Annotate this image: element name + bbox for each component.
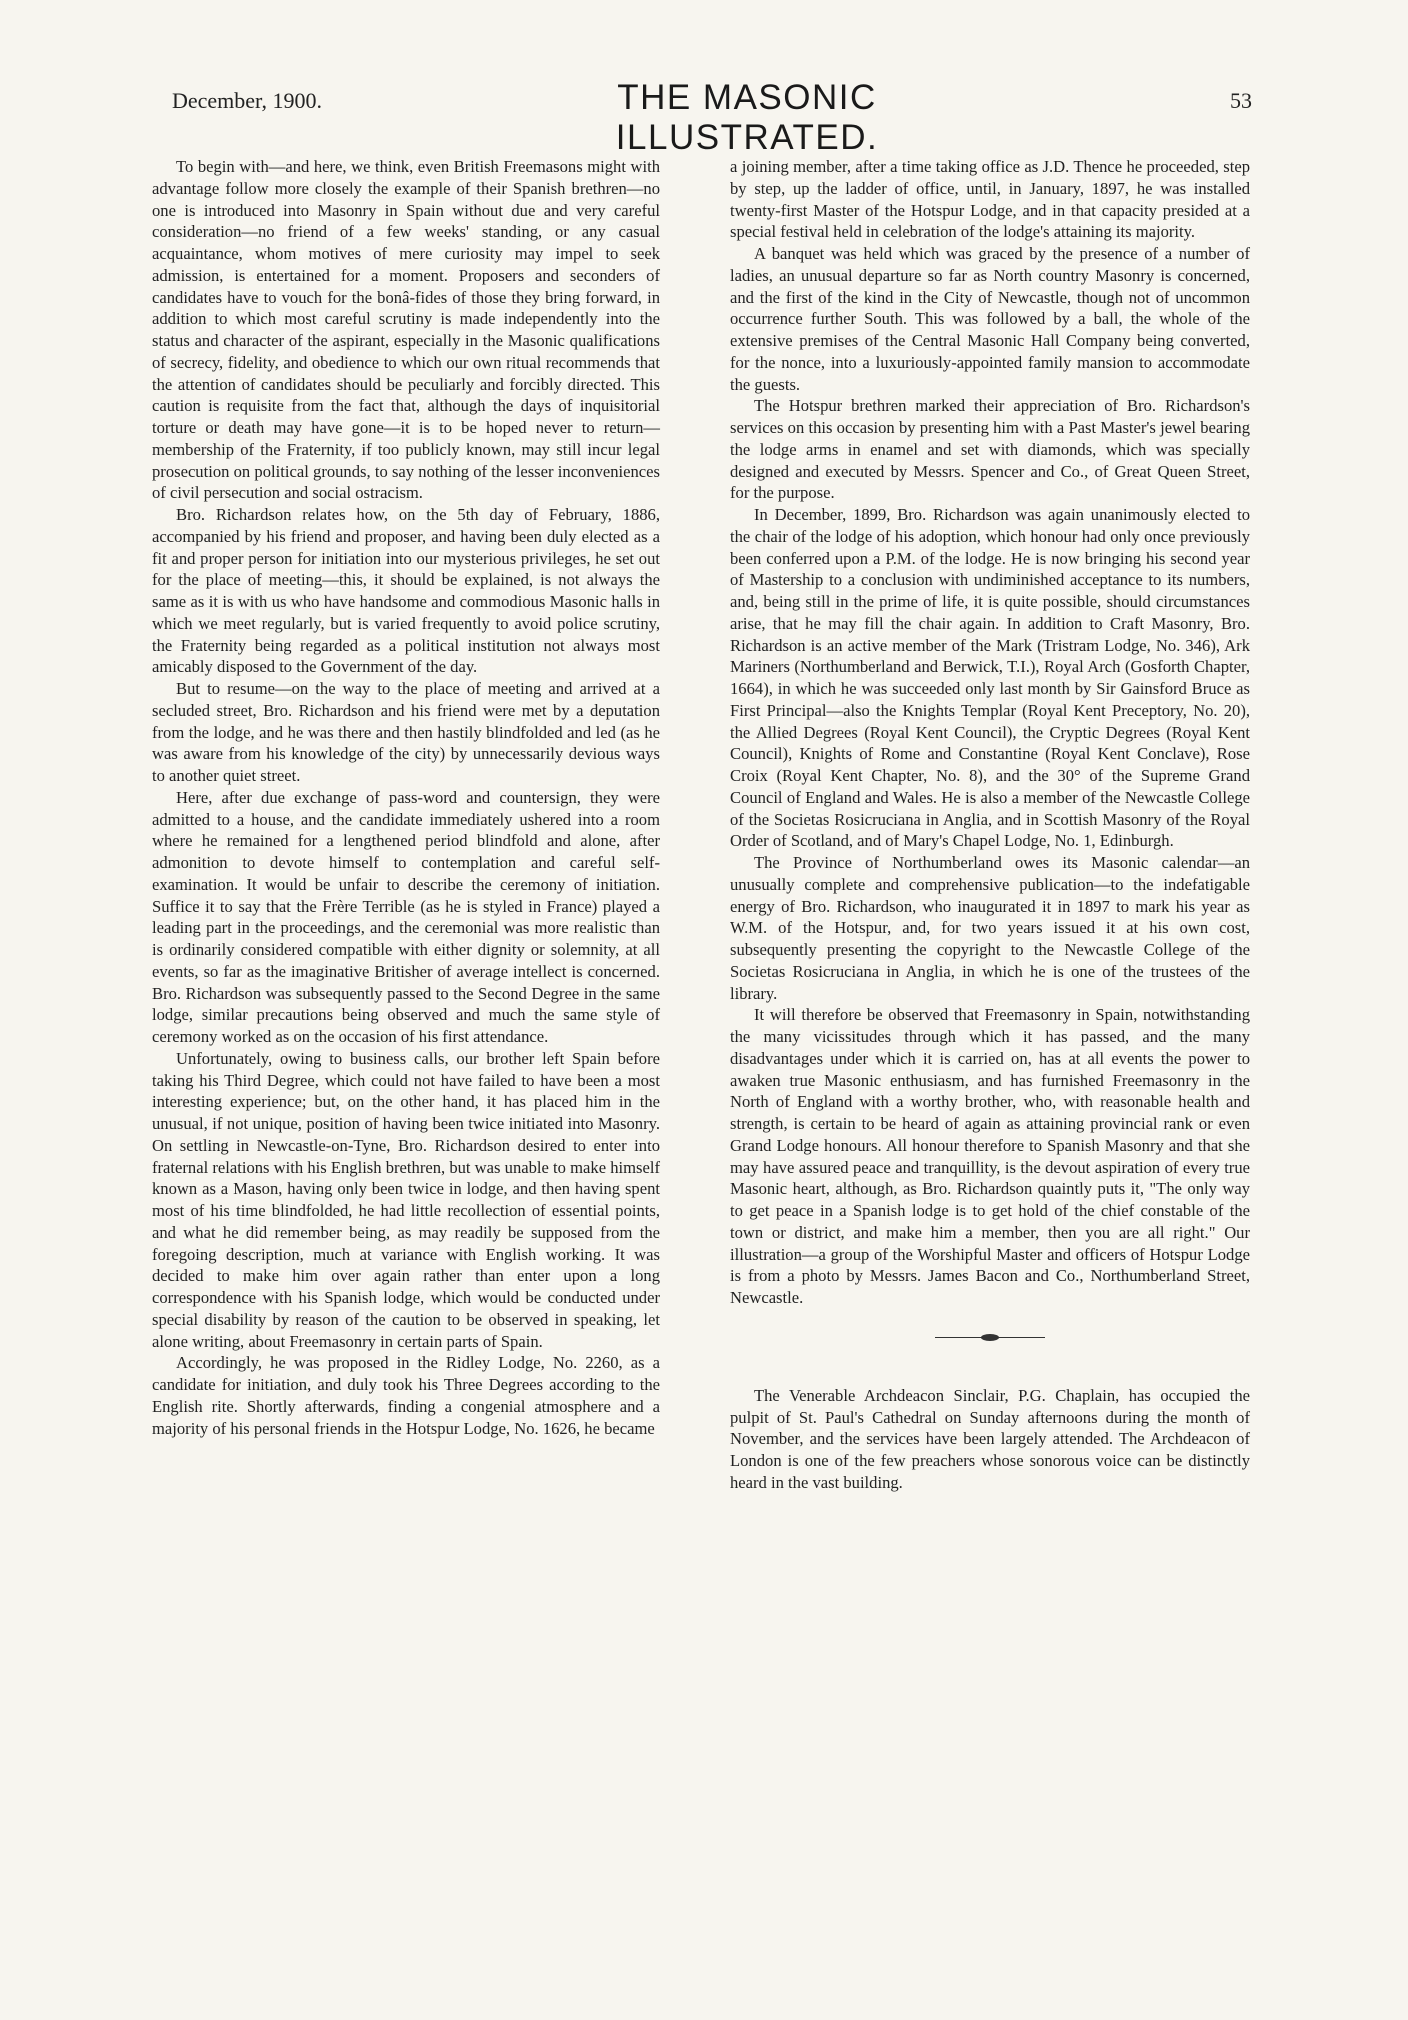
paragraph: The Province of Northumberland owes its Masonic calendar—an unusually complete and comprehensive publication—to the indefatigable energy of Bro. Richardson, who inaugurated it in 1897 to mark his year as W.M. of the Hotspur, and, for two years issued it at his own cost, subsequently presenting the copyright to the Newcastle College of the Societas Rosicruciana in Anglia, in which he is one of the trustees of the library. — [730, 853, 1250, 1003]
masthead — [172, 78, 1252, 157]
left-column — [152, 156, 660, 1439]
paragraph: To begin with—and here, we think, even British Freemasons might with advantage follow more closely the example of their Spanish brethren—no one is introduced into Masonry in Spain without due and very careful consideration—no friend of a few weeks' standing, or any casual acquaintance, whom motives of mere curiosity may impel to seek admission, is entertained for a moment. Proposers and seconders of candidates have to vouch for the bonâ-fides of those they bring forward, in addition to which most careful scrutiny is made independently into the status and character of the aspirant, especially in the Masonic qualifications of secrecy, fidelity, and obedience to which our own ritual recommends that the attention of candidates should be peculiarly and forcibly directed. This caution is requisite from the fact that, although the days of inquisitorial torture or death may have gone—it is to be hoped never to return—membership of the Fraternity, if too publicly known, may still incur legal prosecution on political grounds, to say nothing of the lesser inconveniences of civil persecution and social ostracism. — [152, 157, 660, 503]
right-column — [730, 156, 1250, 1494]
paragraph: The Hotspur brethren marked their appreciation of Bro. Richardson's services on this occasion by presenting him with a Past Master's jewel bearing the lodge arms in enamel and set with diamonds, which was specially designed and executed by Messrs. Spencer and Co., of Great Queen Street, for the purpose. — [730, 396, 1250, 503]
publication-title: THE MASONIC ILLUSTRATED. — [615, 78, 879, 157]
news-note: The Venerable Archdeacon Sinclair, P.G. Chaplain, has occupied the pulpit of St. Paul's Cathedral on Sunday afternoons during the month of November, and the services have been largely attended. The Archdeacon of London is one of the few preachers whose sonorous voice can be distinctly heard in the vast building. — [730, 1385, 1250, 1492]
paragraph: It will therefore be observed that Freemasonry in Spain, notwithstanding the many vicissitudes through which it has passed, and the many disadvantages under which it is carried on, has at all events the power to awaken true Masonic enthusiasm, and has furnished Freemasonry in the North of England with a worthy brother, who, with reasonable health and strength, is certain to be heard of again as attaining provincial rank or even Grand Lodge honours. All honour therefore to Spanish Masonry and that she may have assured peace and tranquillity, is the devout aspiration of every true Masonic heart, although, as Bro. Richardson quaintly puts it, "The only way to get peace in a Spanish lodge is to get hold of the chief constable of the town or district, and make him a member, then you are all right." Our illustration—a group of the Worshipful Master and officers of Hotspur Lodge is from a photo by Messrs. James Bacon and Co., Northumberland Street, Newcastle. — [730, 1005, 1250, 1307]
paragraph: Unfortunately, owing to business calls, our brother left Spain before taking his Third Degree, which could not have failed to have been a most interesting experience; but, on the other hand, it has placed him in the unusual, if not unique, position of having been twice initiated into Masonry. On settling in Newcastle-on-Tyne, Bro. Richardson desired to enter into fraternal relations with his English brethren, but was unable to make himself known as a Mason, having only been twice in lodge, and then having spent most of his time blindfolded, he had little recollection of essential points, and what he did remember being, as may readily be supposed from the foregoing description, much at variance with English working. It was decided to make him over again rather than enter upon a long correspondence with his Spanish lodge, which would be conducted under special disability by reason of the caution to be observed in speaking, let alone writing, about Freemasonry in certain parts of Spain. — [152, 1048, 660, 1351]
paragraph: a joining member, after a time taking office as J.D. Thence he proceeded, step by step, up the ladder of office, until, in January, 1897, he was installed twenty-first Master of the Hotspur Lodge, and in that capacity presided at a special festival held in celebration of the lodge's attaining its majority. — [730, 157, 1250, 242]
paragraph: A banquet was held which was graced by the presence of a number of ladies, an unusual departure so far as North country Masonry is concerned, and the first of the kind in the City of Newcastle, though not of uncommon occurrence further South. This was followed by a ball, the whole of the extensive premises of the Central Masonic Hall Company being converted, for the nonce, into a luxuriously-appointed family mansion to accommodate the guests. — [730, 244, 1250, 394]
page-number: 53 — [1230, 88, 1252, 113]
paragraph: Bro. Richardson relates how, on the 5th day of February, 1886, accompanied by his friend and proposer, and having been duly elected as a fit and proper person for initiation into our mysterious privileges, he set out for the place of meeting—this, it should be explained, is not always the same as it is with us who have handsome and commodious Masonic halls in which we meet regularly, but is varied frequently to avoid police scrutiny, the Fraternity being regarded as a political institution not always most amicably disposed to the Government of the day. — [152, 505, 660, 677]
paragraph: Here, after due exchange of pass-word and countersign, they were admitted to a house, and the candidate immediately ushered into a room where he remained for a lengthened period blindfold and alone, after admonition to devote himself to contemplation and careful self-examination. It would be unfair to describe the ceremony of initiation. Suffice it to say that the Frère Terrible (as he is styled in France) played a leading part in the proceedings, and the ceremonial was more realistic than is ordinarily considered compatible with either dignity or solemnity, at all events, so far as the imaginative Britisher of average intellect is concerned. Bro. Richardson was subsequently passed to the Second Degree in the same lodge, similar precautions being observed and much the same style of ceremony worked as on the occasion of his first attendance. — [152, 787, 660, 1046]
section-divider — [935, 1331, 1045, 1345]
paragraph: Accordingly, he was proposed in the Ridley Lodge, No. 2260, as a candidate for initiation, and duly took his Three Degrees according to the English rite. Shortly afterwards, finding a congenial atmosphere and a majority of his personal friends in the Hotspur Lodge, No. 1626, he became — [152, 1353, 660, 1438]
paragraph: In December, 1899, Bro. Richardson was again unanimously elected to the chair of the lodge of his adoption, which honour had only once previously been conferred upon a P.M. of the lodge. He is now bringing his second year of Mastership to a conclusion with undiminished acceptance to its numbers, and, being still in the prime of life, it is quite possible, should circumstances arise, that he may fill the chair again. In addition to Craft Masonry, Bro. Richardson is an active member of the Mark (Tristram Lodge, No. 346), Ark Mariners (Northumberland and Berwick, T.I.), Royal Arch (Gosforth Chapter, 1664), in which he was succeeded only last month by Sir Gainsford Bruce as First Principal—also the Knights Templar (Royal Kent Preceptory, No. 20), the Allied Degrees (Royal Kent Council), the Cryptic Degrees (Royal Kent Council), Knights of Rome and Constantine (Royal Kent Conclave), Rose Croix (Royal Kent Chapter, No. 8), and the 30° of the Supreme Grand Council of England and Wales. He is also a member of the Newcastle College of the Societas Rosicruciana in Anglia, and in Scottish Masonry of the Royal Order of Scotland, and of Mary's Chapel Lodge, No. 1, Edinburgh. — [730, 505, 1250, 851]
issue-date: December, 1900. — [172, 88, 323, 113]
paragraph: But to resume—on the way to the place of meeting and arrived at a secluded street, Bro. Richardson and his friend were met by a deputation from the lodge, and he was there and then hastily blindfolded and led (as he was aware from his knowledge of the city) by unnecessarily devious ways to another quiet street. — [152, 679, 660, 785]
